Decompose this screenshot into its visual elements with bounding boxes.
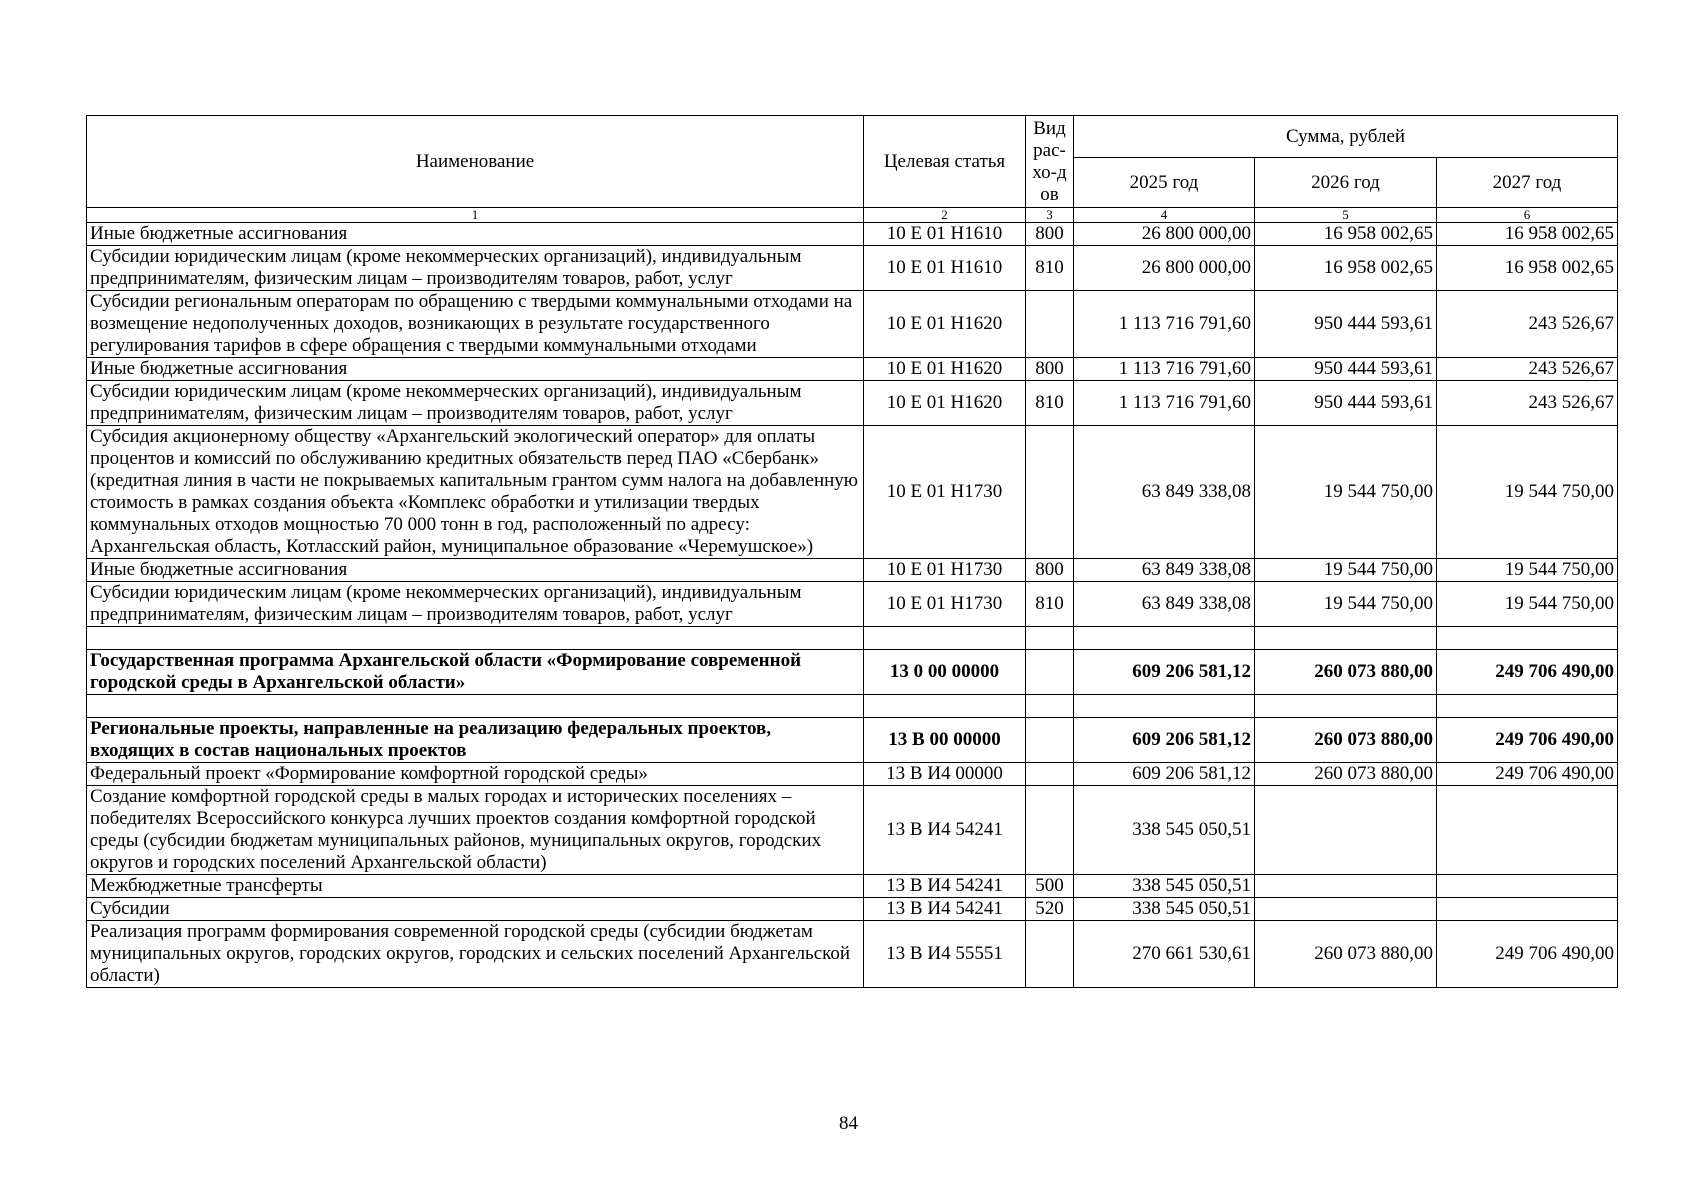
row-amount-2027: 243 526,67 (1437, 358, 1618, 381)
row-target-article: 10 Е 01 Н1730 (864, 559, 1026, 582)
row-amount-2025: 270 661 530,61 (1074, 921, 1255, 988)
table-row (87, 786, 1618, 875)
row-target-article: 13 В И4 00000 (864, 763, 1026, 786)
row-amount-2027: 16 958 002,65 (1437, 246, 1618, 291)
header-year-2027: 2027 год (1437, 158, 1618, 208)
row-target-article: 13 В 00 00000 (864, 718, 1026, 763)
row-target-article: 13 0 00 00000 (864, 650, 1026, 695)
row-target-article: 13 В И4 54241 (864, 898, 1026, 921)
empty-cell (1074, 627, 1255, 650)
row-expense-kind (1026, 763, 1074, 786)
row-name: Региональные проекты, направленные на реализацию федеральных проектов, входящих в состав национальных проектов (87, 718, 864, 763)
row-name: Субсидии юридическим лицам (кроме некоммерческих организаций), индивидуальным предпринимателям, физическим лицам – производителям товаров, работ, услуг (87, 381, 864, 426)
row-amount-2025: 63 849 338,08 (1074, 582, 1255, 627)
empty-cell (87, 627, 864, 650)
table-row (87, 223, 1618, 246)
empty-cell (1437, 695, 1618, 718)
column-number: 2 (864, 208, 1026, 223)
row-amount-2027 (1437, 786, 1618, 875)
row-target-article: 13 В И4 54241 (864, 786, 1026, 875)
table-row (87, 763, 1618, 786)
row-amount-2025: 1 113 716 791,60 (1074, 291, 1255, 358)
row-amount-2026: 260 073 880,00 (1255, 921, 1437, 988)
row-amount-2027: 243 526,67 (1437, 381, 1618, 426)
row-name: Субсидии юридическим лицам (кроме некоммерческих организаций), индивидуальным предпринимателям, физическим лицам – производителям товаров, работ, услуг (87, 582, 864, 627)
row-amount-2025: 63 849 338,08 (1074, 426, 1255, 559)
header-sum: Сумма, рублей (1074, 116, 1618, 158)
row-amount-2026: 260 073 880,00 (1255, 650, 1437, 695)
row-name: Федеральный проект «Формирование комфортной городской среды» (87, 763, 864, 786)
table-row (87, 718, 1618, 763)
row-amount-2025: 338 545 050,51 (1074, 875, 1255, 898)
row-name: Субсидии (87, 898, 864, 921)
budget-table (86, 115, 1618, 988)
row-expense-kind (1026, 718, 1074, 763)
table-row (87, 291, 1618, 358)
row-amount-2026: 19 544 750,00 (1255, 582, 1437, 627)
row-amount-2025: 1 113 716 791,60 (1074, 358, 1255, 381)
row-amount-2026: 260 073 880,00 (1255, 763, 1437, 786)
row-expense-kind (1026, 786, 1074, 875)
empty-cell (1255, 695, 1437, 718)
row-amount-2027: 19 544 750,00 (1437, 582, 1618, 627)
spacer-row (87, 695, 1618, 718)
row-amount-2026 (1255, 898, 1437, 921)
column-number: 5 (1255, 208, 1437, 223)
row-expense-kind: 810 (1026, 246, 1074, 291)
row-name: Иные бюджетные ассигнования (87, 559, 864, 582)
header-target-article: Целевая статья (864, 116, 1026, 208)
row-amount-2027 (1437, 898, 1618, 921)
empty-cell (864, 695, 1026, 718)
row-target-article: 10 Е 01 Н1610 (864, 246, 1026, 291)
row-name: Иные бюджетные ассигнования (87, 223, 864, 246)
table-row (87, 875, 1618, 898)
row-name: Государственная программа Архангельской области «Формирование современной городской среды в Архангельской области» (87, 650, 864, 695)
empty-cell (1074, 695, 1255, 718)
page-number: 84 (839, 1113, 858, 1134)
row-amount-2027: 249 706 490,00 (1437, 718, 1618, 763)
row-name: Субсидия акционерному обществу «Архангельский экологический оператор» для оплаты процентов и комиссий по обслуживанию кредитных обязательств перед ПАО «Сбербанк» (кредитная линия в части не покрываемых капитальным грантом сумм налога на добавленную стоимость в рамках создания объекта «Комплекс обработки и утилизации твердых коммунальных отходов мощностью 70 000 тонн в год, расположенный по адресу: Архангельская область, Котласский район, муниципальное образование «Черемушское») (87, 426, 864, 559)
empty-cell (1026, 627, 1074, 650)
empty-cell (1026, 695, 1074, 718)
row-name: Субсидии региональным операторам по обращению с твердыми коммунальными отходами на возмещение недополученных доходов, возникающих в результате государственного регулирования тарифов в сфере обращения с твердыми коммунальными отходами (87, 291, 864, 358)
row-amount-2025: 609 206 581,12 (1074, 650, 1255, 695)
row-expense-kind: 800 (1026, 223, 1074, 246)
column-number: 4 (1074, 208, 1255, 223)
row-amount-2026: 19 544 750,00 (1255, 559, 1437, 582)
table-row (87, 650, 1618, 695)
row-amount-2026: 950 444 593,61 (1255, 291, 1437, 358)
row-amount-2027: 249 706 490,00 (1437, 763, 1618, 786)
table-row (87, 358, 1618, 381)
row-expense-kind: 800 (1026, 559, 1074, 582)
row-target-article: 10 Е 01 Н1620 (864, 381, 1026, 426)
row-expense-kind: 800 (1026, 358, 1074, 381)
row-target-article: 13 В И4 54241 (864, 875, 1026, 898)
table-row (87, 559, 1618, 582)
row-name: Реализация программ формирования современной городской среды (субсидии бюджетам муниципальных округов, городских округов, городских и сельских поселений Архангельской области) (87, 921, 864, 988)
row-amount-2026: 19 544 750,00 (1255, 426, 1437, 559)
row-amount-2027: 16 958 002,65 (1437, 223, 1618, 246)
row-expense-kind (1026, 426, 1074, 559)
row-amount-2026: 950 444 593,61 (1255, 358, 1437, 381)
row-amount-2026 (1255, 875, 1437, 898)
table-row (87, 582, 1618, 627)
row-amount-2025: 338 545 050,51 (1074, 786, 1255, 875)
row-expense-kind (1026, 291, 1074, 358)
header-year-2026: 2026 год (1255, 158, 1437, 208)
row-amount-2026: 260 073 880,00 (1255, 718, 1437, 763)
empty-cell (1255, 627, 1437, 650)
row-target-article: 13 В И4 55551 (864, 921, 1026, 988)
row-amount-2027: 249 706 490,00 (1437, 921, 1618, 988)
column-number-row (87, 208, 1618, 223)
row-expense-kind: 810 (1026, 381, 1074, 426)
row-target-article: 10 Е 01 Н1620 (864, 291, 1026, 358)
row-amount-2025: 26 800 000,00 (1074, 223, 1255, 246)
row-amount-2027 (1437, 875, 1618, 898)
table-header (87, 116, 1618, 223)
row-expense-kind (1026, 921, 1074, 988)
row-target-article: 10 Е 01 Н1620 (864, 358, 1026, 381)
row-amount-2025: 63 849 338,08 (1074, 559, 1255, 582)
table-row (87, 921, 1618, 988)
row-amount-2027: 243 526,67 (1437, 291, 1618, 358)
row-amount-2025: 609 206 581,12 (1074, 763, 1255, 786)
row-expense-kind: 500 (1026, 875, 1074, 898)
table-body (87, 223, 1618, 988)
empty-cell (1437, 627, 1618, 650)
column-number: 1 (87, 208, 864, 223)
row-name: Межбюджетные трансферты (87, 875, 864, 898)
row-target-article: 10 Е 01 Н1610 (864, 223, 1026, 246)
empty-cell (87, 695, 864, 718)
row-name: Создание комфортной городской среды в малых городах и исторических поселениях – победителях Всероссийского конкурса лучших проектов создания комфортной городской среды (субсидии бюджетам муниципальных районов, муниципальных округов, городских округов и городских поселений Архангельской области) (87, 786, 864, 875)
row-amount-2025: 338 545 050,51 (1074, 898, 1255, 921)
row-target-article: 10 Е 01 Н1730 (864, 426, 1026, 559)
row-name: Субсидии юридическим лицам (кроме некоммерческих организаций), индивидуальным предпринимателям, физическим лицам – производителям товаров, работ, услуг (87, 246, 864, 291)
row-amount-2026: 16 958 002,65 (1255, 246, 1437, 291)
row-amount-2025: 26 800 000,00 (1074, 246, 1255, 291)
header-name: Наименование (87, 116, 864, 208)
row-amount-2026 (1255, 786, 1437, 875)
table-row (87, 898, 1618, 921)
header-expense-kind: Вид рас-хо-дов (1026, 116, 1074, 208)
row-expense-kind: 810 (1026, 582, 1074, 627)
row-amount-2026: 950 444 593,61 (1255, 381, 1437, 426)
spacer-row (87, 627, 1618, 650)
row-amount-2027: 249 706 490,00 (1437, 650, 1618, 695)
row-amount-2027: 19 544 750,00 (1437, 426, 1618, 559)
row-expense-kind: 520 (1026, 898, 1074, 921)
row-target-article: 10 Е 01 Н1730 (864, 582, 1026, 627)
header-year-2025: 2025 год (1074, 158, 1255, 208)
row-amount-2026: 16 958 002,65 (1255, 223, 1437, 246)
row-expense-kind (1026, 650, 1074, 695)
table-row (87, 381, 1618, 426)
row-amount-2027: 19 544 750,00 (1437, 559, 1618, 582)
column-number: 6 (1437, 208, 1618, 223)
table-row (87, 426, 1618, 559)
table-row (87, 246, 1618, 291)
column-number: 3 (1026, 208, 1074, 223)
row-amount-2025: 1 113 716 791,60 (1074, 381, 1255, 426)
row-amount-2025: 609 206 581,12 (1074, 718, 1255, 763)
empty-cell (864, 627, 1026, 650)
row-name: Иные бюджетные ассигнования (87, 358, 864, 381)
